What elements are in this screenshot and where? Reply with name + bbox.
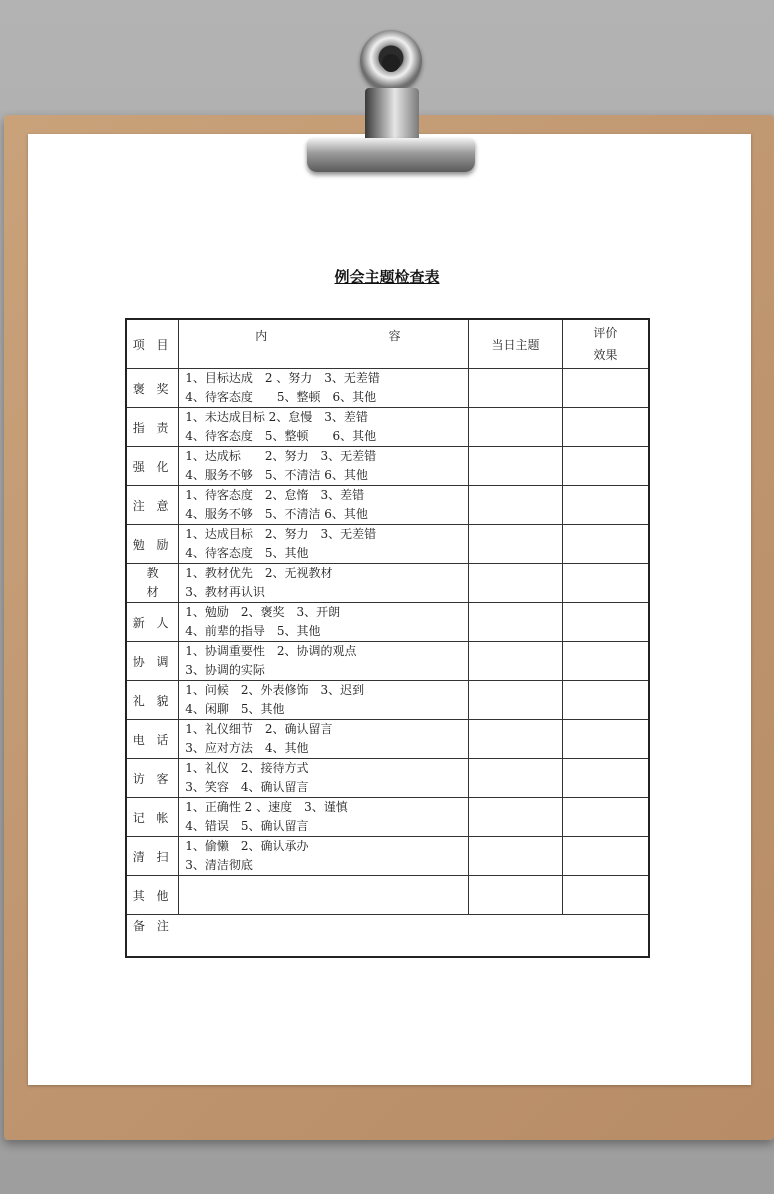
row-label: 勉 励: [126, 525, 179, 564]
row-content-line2: 3、笑容 4、确认留言: [185, 780, 309, 794]
row-content-line1: 1、未达成目标 2、怠慢 3、差错: [185, 410, 368, 424]
row-label: 访 客: [126, 759, 179, 798]
row-label-part: 教: [146, 566, 159, 580]
row-content-line2: 4、待客态度 5、整顿 6、其他: [185, 429, 377, 443]
header-content-left: 内: [255, 328, 268, 343]
row-label: 新 人: [126, 603, 179, 642]
eval-cell[interactable]: [562, 681, 649, 720]
eval-cell[interactable]: [562, 369, 649, 408]
eval-cell[interactable]: [562, 447, 649, 486]
table-row: [126, 837, 649, 876]
row-content-line2: 3、清洁彻底: [185, 858, 253, 872]
table-row: [126, 408, 649, 447]
table-body: [126, 369, 649, 915]
theme-cell[interactable]: [469, 369, 562, 408]
eval-cell[interactable]: [562, 564, 649, 603]
row-content-line1: 1、问候 2、外表修饰 3、迟到: [185, 683, 365, 697]
theme-cell[interactable]: [469, 447, 562, 486]
row-content-line2: 4、服务不够 5、不清洁 6、其他: [185, 468, 368, 482]
theme-cell[interactable]: [469, 408, 562, 447]
row-content: [179, 564, 469, 603]
row-content-line1: 1、达成目标 2、努力 3、无差错: [185, 527, 377, 541]
table-row: [126, 720, 649, 759]
eval-cell[interactable]: [562, 486, 649, 525]
theme-cell[interactable]: [469, 876, 562, 915]
row-label: 其 他: [126, 876, 179, 915]
row-content-line2: 3、协调的实际: [185, 663, 265, 677]
document-title: 例会主题检查表: [334, 268, 440, 286]
row-content-line1: 1、勉励 2、褒奖 3、开朗: [185, 605, 341, 619]
table-row: [126, 486, 649, 525]
row-content-line2: 4、服务不够 5、不清洁 6、其他: [185, 507, 368, 521]
row-label: 清 扫: [126, 837, 179, 876]
row-content-line2: 4、错误 5、确认留言: [185, 819, 309, 833]
row-content-line1: 1、协调重要性 2、协调的观点: [185, 644, 357, 658]
note-label: 备 注: [126, 915, 649, 958]
row-content: [179, 447, 469, 486]
theme-cell[interactable]: [469, 642, 562, 681]
eval-cell[interactable]: [562, 603, 649, 642]
row-content-line2: 4、闲聊 5、其他: [185, 702, 285, 716]
row-content-line1: 1、礼仪 2、接待方式: [185, 761, 309, 775]
eval-cell[interactable]: [562, 408, 649, 447]
table-row: [126, 603, 649, 642]
row-content-line2: 4、待客态度 5、整顿 6、其他: [185, 390, 377, 404]
row-content-line1: 1、正确性 2 、速度 3、谨慎: [185, 800, 348, 814]
row-content-line2: 4、前辈的指导 5、其他: [185, 624, 321, 638]
row-content-line1: 1、达成标 2、努力 3、无差错: [185, 449, 377, 463]
table-row: [126, 369, 649, 408]
theme-cell[interactable]: [469, 564, 562, 603]
table-row: [126, 447, 649, 486]
theme-cell[interactable]: [469, 798, 562, 837]
table-row: [126, 798, 649, 837]
row-content: [179, 837, 469, 876]
theme-cell[interactable]: [469, 759, 562, 798]
table-row: [126, 642, 649, 681]
row-content-line2: 3、应对方法 4、其他: [185, 741, 309, 755]
header-eval-line1: 评价: [593, 326, 618, 340]
checklist-table: [125, 318, 650, 958]
table-row: [126, 876, 649, 915]
table-header-row: [126, 319, 649, 369]
row-content: [179, 486, 469, 525]
row-label-part: 材: [146, 585, 159, 599]
row-label: 协 调: [126, 642, 179, 681]
eval-cell[interactable]: [562, 525, 649, 564]
row-content: [179, 759, 469, 798]
eval-cell[interactable]: [562, 759, 649, 798]
note-row: [126, 915, 649, 958]
row-label: 注 意: [126, 486, 179, 525]
eval-cell[interactable]: [562, 876, 649, 915]
eval-cell[interactable]: [562, 837, 649, 876]
row-content-line1: 1、偷懒 2、确认承办: [185, 839, 309, 853]
theme-cell[interactable]: [469, 525, 562, 564]
header-eval: [562, 319, 649, 369]
header-content: [179, 319, 469, 369]
row-content-line2: 3、教材再认识: [185, 585, 265, 599]
eval-cell[interactable]: [562, 642, 649, 681]
theme-cell[interactable]: [469, 681, 562, 720]
row-label: 电 话: [126, 720, 179, 759]
row-content-line1: 1、礼仪细节 2、确认留言: [185, 722, 333, 736]
theme-cell[interactable]: [469, 486, 562, 525]
row-label: 褒 奖: [126, 369, 179, 408]
header-item: 项 目: [126, 319, 179, 369]
theme-cell[interactable]: [469, 837, 562, 876]
row-content: [179, 720, 469, 759]
row-content-line1: 1、待客态度 2、怠惰 3、差错: [185, 488, 365, 502]
row-content: [179, 876, 469, 915]
header-content-right: 容: [388, 328, 401, 343]
row-label: 礼 貌: [126, 681, 179, 720]
row-content: [179, 642, 469, 681]
table-row: [126, 681, 649, 720]
row-content: [179, 408, 469, 447]
row-content: [179, 525, 469, 564]
row-content: [179, 603, 469, 642]
eval-cell[interactable]: [562, 720, 649, 759]
table-row: [126, 564, 649, 603]
row-label: 记 帐: [126, 798, 179, 837]
row-label: 强 化: [126, 447, 179, 486]
theme-cell[interactable]: [469, 603, 562, 642]
table-row: [126, 525, 649, 564]
row-label: 指 责: [126, 408, 179, 447]
row-content-line1: 1、目标达成 2 、努力 3、无差错: [185, 371, 380, 385]
row-content: [179, 369, 469, 408]
theme-cell[interactable]: [469, 720, 562, 759]
table-row: [126, 759, 649, 798]
header-theme: 当日主题: [469, 319, 562, 369]
row-content-line1: 1、教材优先 2、无视教材: [185, 566, 333, 580]
header-eval-line2: 效果: [593, 348, 618, 362]
row-label: [126, 564, 179, 603]
row-content: [179, 798, 469, 837]
row-content: [179, 681, 469, 720]
row-content-line2: 4、待客态度 5、其他: [185, 546, 309, 560]
eval-cell[interactable]: [562, 798, 649, 837]
